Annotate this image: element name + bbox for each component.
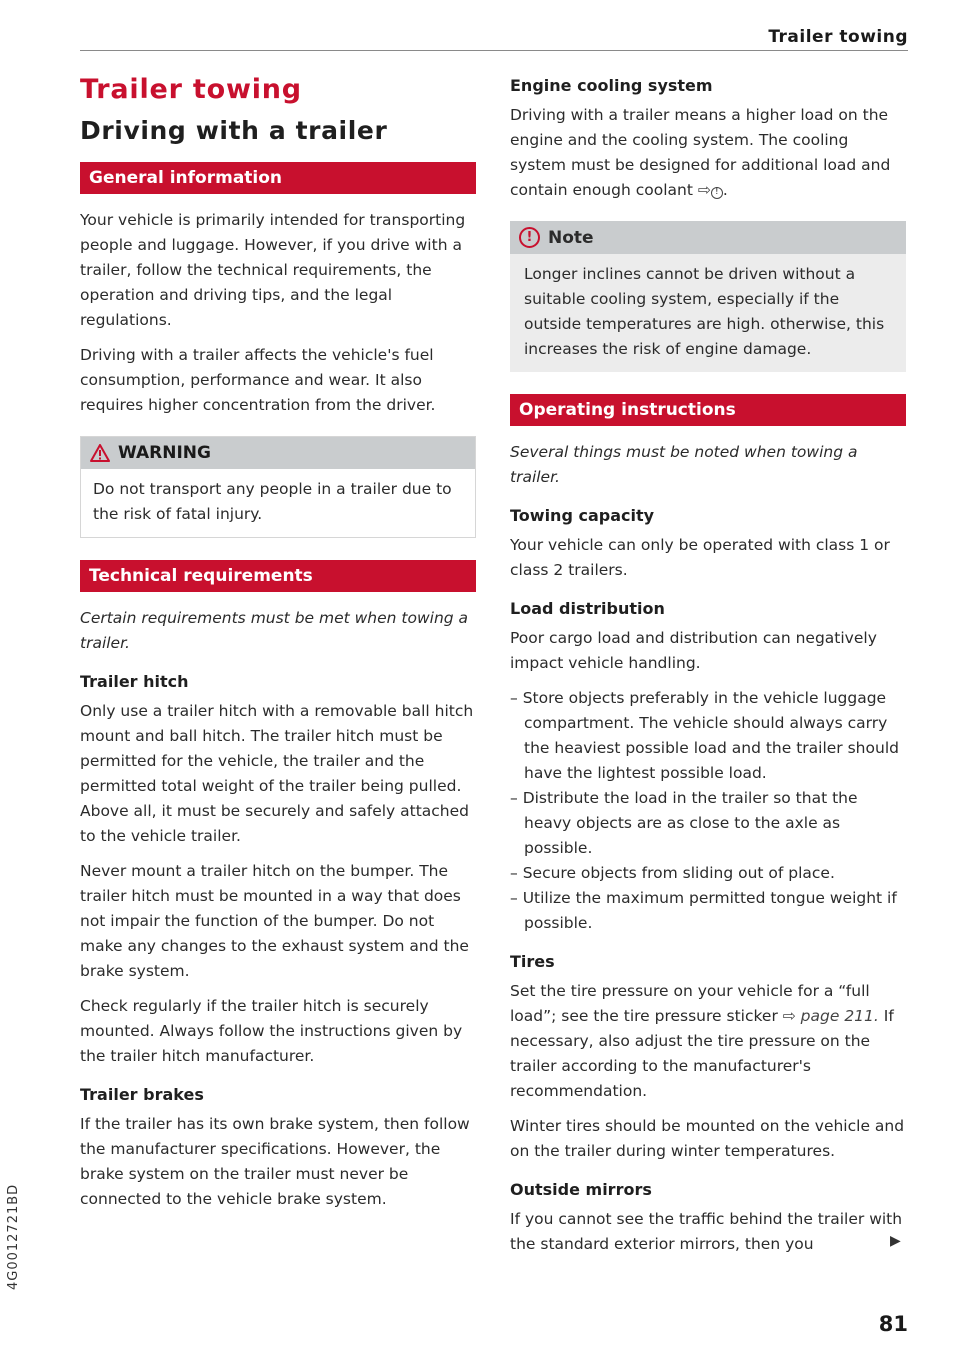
warning-triangle-icon [90, 444, 110, 462]
hitch-paragraph-1: Only use a trailer hitch with a removable ball hitch mount and ball hitch. The trailer hitch must be permitted for the vehicle, the trailer and the permitted total weight of the trailer being pulled. Above all, it must be securely and safely attached to the vehicle trailer. [80, 701, 474, 845]
cooling-paragraph: Driving with a trailer means a higher load on the engine and the cooling system. The cooling system must be designed for additional load and contain enough coolant ⇨ ! . [510, 106, 891, 199]
capacity-paragraph: Your vehicle can only be operated with class 1 or class 2 trailers. [510, 536, 890, 579]
list-item: – Store objects preferably in the vehicle luggage compartment. The vehicle should always carry the heaviest possible load and the trailer should have the lightest possible load. [510, 686, 906, 786]
cooling-text: Driving with a trailer means a higher load on the engine and the cooling system. The cooling system must be designed for additional load and contain enough coolant [510, 106, 891, 199]
towing-capacity-heading: Towing capacity [510, 506, 655, 525]
operating-intro: Several things must be noted when towing a trailer. [510, 443, 858, 486]
list-item: – Secure objects from sliding out of place. [510, 861, 906, 886]
operating-instructions-heading: Operating instructions [510, 394, 906, 426]
page-number: 81 [878, 1312, 908, 1336]
note-header [510, 221, 906, 254]
trailer-hitch-heading: Trailer hitch [80, 671, 189, 691]
right-column [510, 72, 906, 1267]
warning-body [81, 469, 475, 537]
tires-paragraph-1 [510, 979, 906, 1104]
engine-cooling-heading: Engine cooling system [510, 76, 713, 95]
list-item: – Utilize the maximum permitted tongue weight if possible. [510, 886, 906, 936]
warning-text: Do not transport any people in a trailer due to the risk of fatal injury. [93, 479, 452, 523]
technical-intro: Certain requirements must be met when towing a trailer. [80, 608, 469, 652]
trailer-brakes-heading: Trailer brakes [80, 1084, 204, 1104]
mirrors-paragraph: If you cannot see the traffic behind the trailer with the standard exterior mirrors, then you [510, 1210, 903, 1253]
hitch-paragraph-3: Check regularly if the trailer hitch is securely mounted. Always follow the instructions given by the trailer hitch manufacturer. [80, 996, 463, 1065]
note-body [510, 254, 906, 372]
header-rule [80, 50, 908, 51]
warning-label: WARNING [118, 442, 211, 463]
tires-heading: Tires [510, 952, 555, 971]
continue-arrow-icon: ▶ [890, 1233, 901, 1249]
section-title: Driving with a trailer [80, 116, 388, 146]
list-item: – Distribute the load in the trailer so that the heavy objects are as close to the axle as possible. [510, 786, 906, 861]
warning-box [80, 436, 476, 538]
note-box [510, 221, 906, 372]
load-list [510, 686, 906, 936]
tires-text-b: If necessary, also adjust the tire pressure on the trailer according to the manufacturer's recommendation. [510, 1007, 894, 1100]
outside-mirrors-heading: Outside mirrors [510, 1180, 652, 1199]
tires-text-a: Set the tire pressure on your vehicle for a “full load”; see the tire pressure sticker [510, 982, 870, 1025]
document-code: 4G0012721BD [6, 1183, 21, 1290]
load-paragraph: Poor cargo load and distribution can negatively impact vehicle handling. [510, 629, 877, 672]
note-label: Note [548, 227, 594, 248]
left-column [80, 72, 476, 1222]
brakes-paragraph-1: If the trailer has its own brake system, then follow the manufacturer specifications. However, the brake system on the trailer must never be connected to the vehicle brake system. [80, 1114, 470, 1208]
tires-paragraph-2: Winter tires should be mounted on the vehicle and on the trailer during winter temperatures. [510, 1117, 905, 1160]
note-reference-icon[interactable]: ! [711, 187, 723, 199]
technical-requirements-heading: Technical requirements [80, 560, 476, 592]
hitch-paragraph-2: Never mount a trailer hitch on the bumper. The trailer hitch must be mounted in a way that does not impair the function of the bumper. Do not make any changes to the exhaust system and the brake system. [80, 861, 469, 980]
warning-header [81, 437, 475, 469]
chapter-title: Trailer towing [80, 74, 302, 105]
note-text: Longer inclines cannot be driven without a suitable cooling system, especially if the outside temperatures are high. otherwise, this increases the risk of engine damage. [524, 265, 885, 358]
general-paragraph-1: Your vehicle is primarily intended for transporting people and luggage. However, if you drive with a trailer, follow the technical requirements, the operation and driving tips, and the legal regulations. [80, 210, 466, 329]
load-distribution-heading: Load distribution [510, 599, 665, 618]
note-exclamation-icon: ! [519, 227, 540, 248]
page-reference-link[interactable]: ⇨ page 211. [782, 1007, 879, 1025]
general-paragraph-2: Driving with a trailer affects the vehicle's fuel consumption, performance and wear. It also requires higher concentration from the driver. [80, 345, 436, 414]
cooling-reference-arrow[interactable]: ⇨ [697, 181, 711, 199]
running-header: Trailer towing [768, 27, 908, 47]
general-information-heading: General information [80, 162, 476, 194]
